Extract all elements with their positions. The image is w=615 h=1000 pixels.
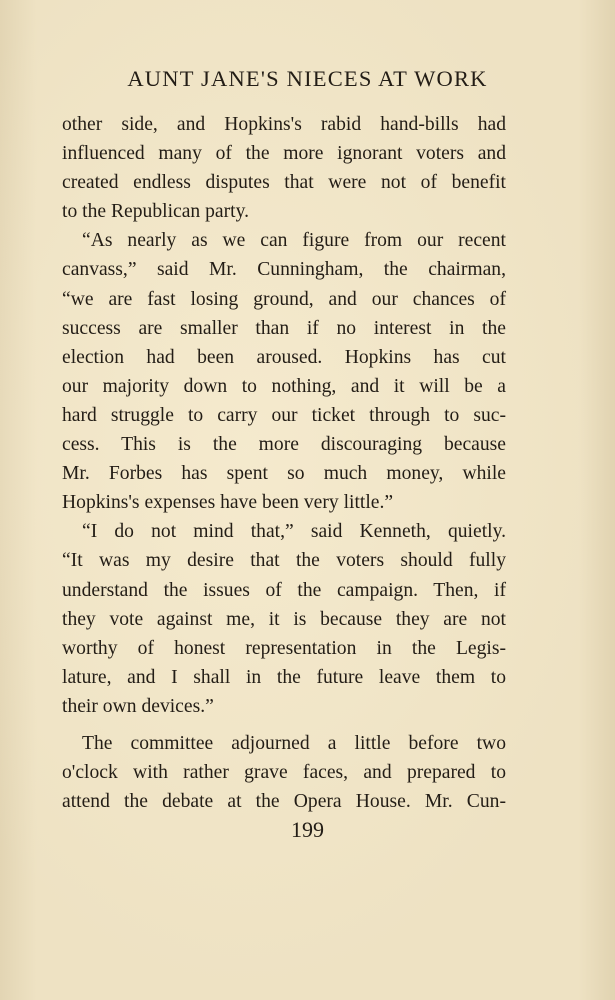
text-line: success are smaller than if no interest in the [62, 317, 506, 339]
text-line: they vote against me, it is because they are not [62, 608, 506, 630]
paragraph [62, 110, 506, 226]
text-line: The committee adjourned a little before two [82, 732, 506, 754]
paragraph [62, 729, 506, 816]
text-line: cess. This is the more discouraging because [62, 434, 506, 456]
text-line: lature, and I shall in the future leave them to [62, 666, 506, 688]
page-number: 199 [291, 817, 324, 842]
text-line: hard struggle to carry our ticket through to suc- [62, 404, 506, 426]
text-line: attend the debate at the Opera House. Mr. Cun- [62, 791, 506, 813]
text-line: “As nearly as we can figure from our recent [82, 230, 506, 252]
paragraph [62, 517, 506, 721]
text-line: Hopkins's expenses have been very little.” [62, 492, 394, 514]
text-line: o'clock with rather grave faces, and prepared to [62, 762, 506, 784]
text-line: to the Republican party. [62, 201, 249, 223]
text-line: worthy of honest representation in the Legis- [62, 637, 506, 659]
text-line: “I do not mind that,” said Kenneth, quietly. [82, 521, 506, 543]
paragraph [62, 226, 506, 517]
text-line: influenced many of the more ignorant voters and [62, 143, 506, 165]
text-line: understand the issues of the campaign. Then, if [62, 579, 506, 601]
running-head: AUNT JANE'S NIECES AT WORK [127, 66, 488, 91]
text-line: our majority down to nothing, and it will be a [62, 375, 506, 397]
text-line: other side, and Hopkins's rabid hand-bills had [62, 114, 506, 135]
text-line: “It was my desire that the voters should fully [62, 550, 506, 572]
text-line: their own devices.” [62, 695, 214, 717]
text-line: created endless disputes that were not of benefit [62, 172, 506, 194]
text-line: election had been aroused. Hopkins has cut [62, 346, 506, 368]
paragraph-spacing [62, 721, 506, 729]
text-line: canvass,” said Mr. Cunningham, the chairman, [62, 259, 506, 281]
body-text [62, 110, 506, 816]
text-line: Mr. Forbes has spent so much money, while [62, 463, 506, 485]
text-line: “we are fast losing ground, and our chances of [62, 288, 506, 310]
